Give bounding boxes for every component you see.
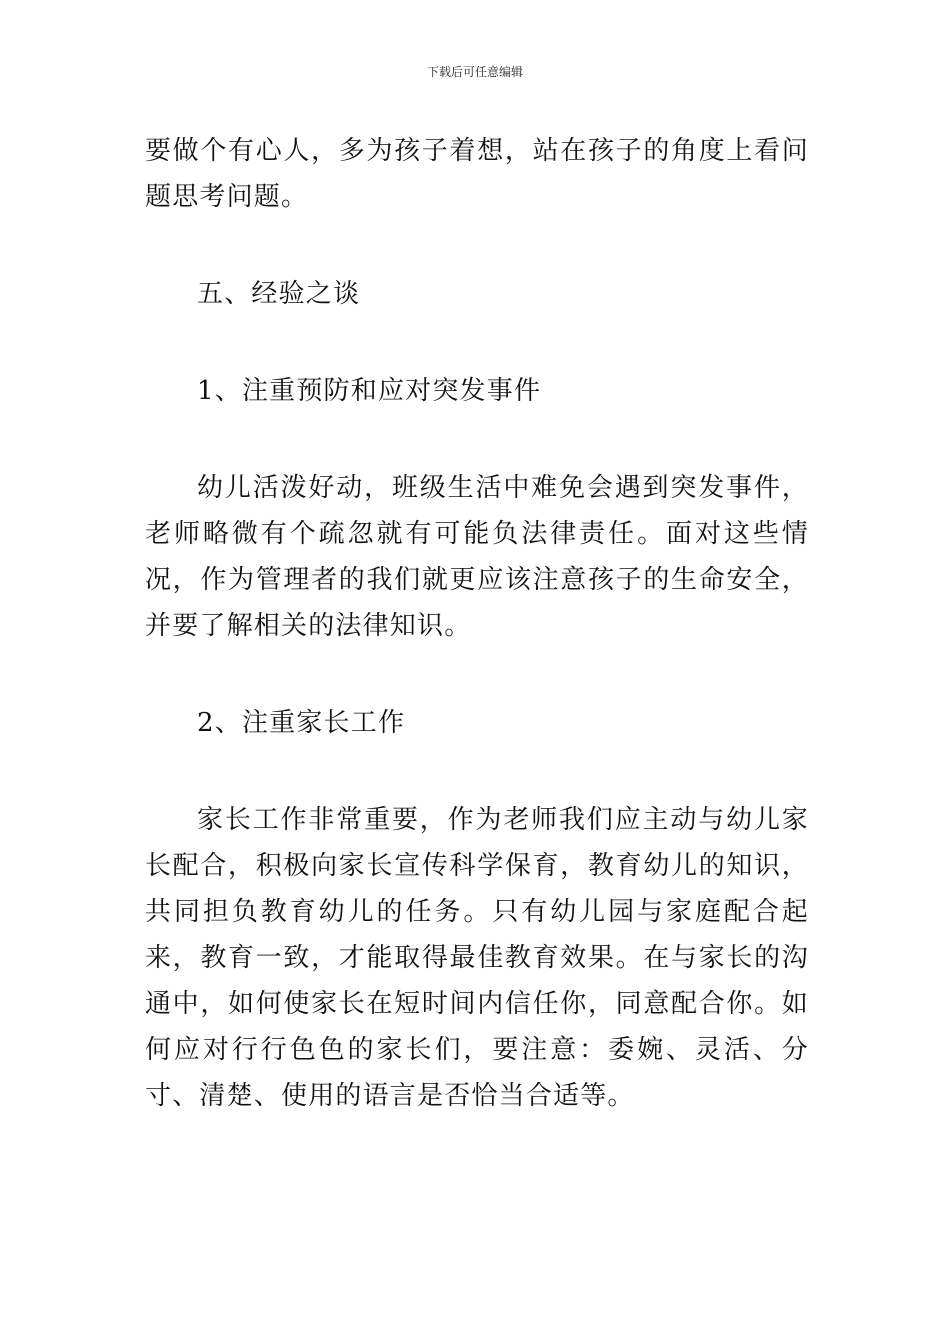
- document-body: [145, 128, 809, 1119]
- paragraph-gap: [145, 220, 809, 271]
- paragraph-parent-work: 家长工作非常重要，作为老师我们应主动与幼儿家长配合，积极向家长宣传科学保育，教育幼儿的知识，共同担负教育幼儿的任务。只有幼儿园与家庭配合起来，教育一致，才能取得最佳教育效果。在与家长的沟通中，如何使家长在短时间内信任你，同意配合你。如何应对行行色色的家长们，要注意：委婉、灵活、分寸、清楚、使用的语言是否恰当合适等。: [145, 805, 809, 1111]
- paragraph-gap: [145, 649, 809, 700]
- section-heading-5: 五、经验之谈: [197, 279, 361, 309]
- paragraph-gap: [145, 414, 809, 465]
- paragraph-emergencies: 幼儿活泼好动，班级生活中难免会遇到突发事件，老师略微有个疏忽就有可能负法律责任。面对这些情况，作为管理者的我们就更应该注意孩子的生命安全，并要了解相关的法律知识。: [145, 473, 809, 641]
- subheading-2: 2、注重家长工作: [197, 708, 406, 738]
- paragraph-gap: [145, 317, 809, 368]
- paragraph-continuation: 要做个有心人，多为孩子着想，站在孩子的角度上看问题思考问题。: [145, 136, 809, 212]
- page-header-note: 下载后可任意编辑: [426, 65, 523, 79]
- paragraph-gap: [145, 746, 809, 797]
- subheading-1: 1、注重预防和应对突发事件: [197, 376, 542, 406]
